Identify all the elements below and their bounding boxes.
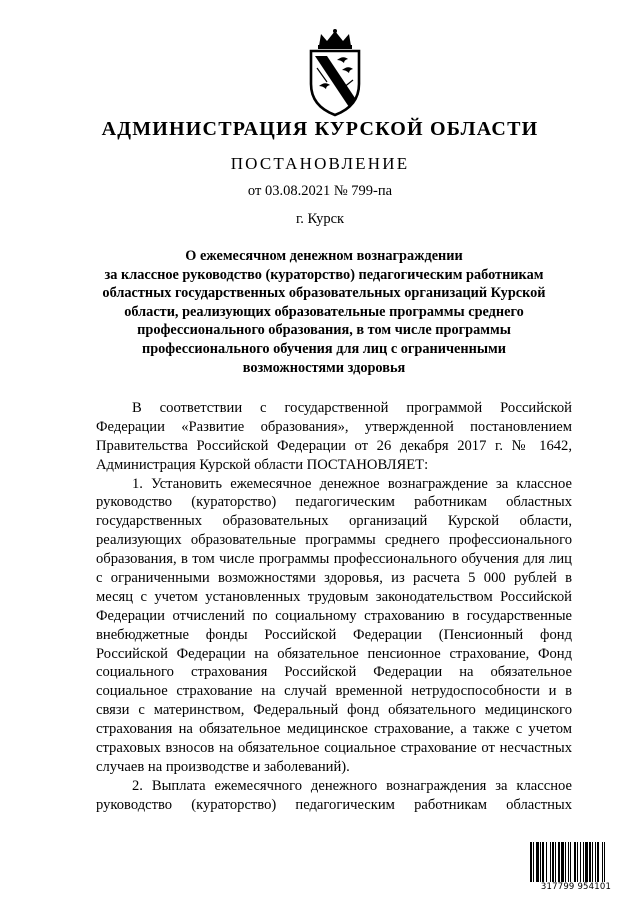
barcode <box>530 842 622 892</box>
barcode-bar <box>536 842 539 882</box>
title-line: за классное руководство (кураторство) педагогическим работникам <box>104 266 544 283</box>
barcode-bar <box>550 842 551 882</box>
barcode-bar <box>565 842 566 882</box>
title-line: О ежемесячном денежном вознаграждении <box>185 248 463 264</box>
body-line: Федерации «Развитие образования», утвержденной постановлением <box>96 418 572 435</box>
barcode-bar <box>577 842 578 882</box>
body-line: руководство (кураторство) педагогическим работникам областных <box>96 796 572 813</box>
barcode-bar <box>597 842 599 882</box>
document-type: ПОСТАНОВЛЕНИЕ <box>230 154 410 173</box>
barcode-bar <box>558 842 560 882</box>
title-line: области, реализующих образовательные программы среднего <box>124 303 524 320</box>
body-line: реализующих образовательные программы среднего профессионального <box>96 532 572 549</box>
barcode-bar <box>561 842 564 882</box>
body-line: Администрация Курской области ПОСТАНОВЛЯЕТ: <box>96 456 429 473</box>
document-date-number: от 03.08.2021 № 799-па <box>247 183 393 199</box>
barcode-bar <box>604 842 605 882</box>
body-line: руководство (кураторство) педагогическим работникам областных <box>96 494 572 511</box>
body-line: месяц с учетом установленных трудовым законодательством Российской <box>96 588 572 605</box>
document-title <box>96 247 552 377</box>
barcode-bar <box>533 842 534 882</box>
body-line: связи с материнством, Федеральный фонд обязательного медицинского <box>96 702 572 719</box>
document-city: г. Курск <box>295 211 345 227</box>
body-line: Федерации отчислений по социальному страхованию в государственные <box>96 607 572 624</box>
barcode-bar <box>530 842 532 882</box>
barcode-bar <box>583 842 584 882</box>
title-line: возможностями здоровья <box>242 359 406 376</box>
barcode-bar <box>589 842 591 882</box>
body-line: 2. Выплата ежемесячного денежного вознаграждения за классное <box>132 777 572 794</box>
title-line: областных государственных образовательных организаций Курской <box>102 285 546 302</box>
barcode-bar <box>574 842 576 882</box>
body-line: Правительства Российской Федерации от 26 декабря 2017 г. № 1642, <box>96 437 572 454</box>
body-line: страховых взносов на обязательное социальное страхование от несчастных <box>96 740 572 757</box>
barcode-bar <box>546 842 547 882</box>
barcode-bar <box>570 842 571 882</box>
title-line: профессионального образования, в том числе программы <box>137 322 511 339</box>
body-line: В соответствии с государственной программой Российской <box>132 400 572 416</box>
barcode-bar <box>585 842 588 882</box>
body-line: случаев на производстве и заболеваний). <box>96 758 350 775</box>
body-line: социальное страхование на случай временной нетрудоспособности и в <box>96 683 572 700</box>
barcode-bar <box>540 842 541 882</box>
body-line: внебюджетные фонды Российской Федерации (Пенсионный фонд <box>96 626 572 643</box>
body-line: Российской Федерации на обязательное пенсионное страхование, Фонд <box>96 645 572 662</box>
body-line: государственных образовательных организаций Курской области, <box>96 513 572 530</box>
barcode-bar <box>542 842 544 882</box>
barcode-number: 317799 954101 <box>540 882 612 892</box>
barcode-bar <box>555 842 556 882</box>
body-line: страхования на обязательное медицинское страхование, а также с учетом <box>96 721 572 738</box>
document-body <box>96 399 572 815</box>
barcode-bar <box>595 842 596 882</box>
barcode-bar <box>592 842 593 882</box>
body-line: 1. Установить ежемесячное денежное вознаграждение за классное <box>132 475 572 492</box>
barcode-bars <box>530 842 622 882</box>
body-line: с ограниченными возможностями здоровья, из расчета 5 000 рублей в <box>96 570 572 587</box>
barcode-bar <box>602 842 603 882</box>
body-line: социального страхования Российской Федерации на обязательное <box>96 664 572 681</box>
barcode-bar <box>568 842 569 882</box>
title-line: профессионального обучения для лиц с ограниченными <box>141 340 507 357</box>
organization-name: АДМИНИСТРАЦИЯ КУРСКОЙ ОБЛАСТИ <box>101 118 539 140</box>
coat-of-arms-emblem <box>297 28 373 118</box>
body-line: образования, в том числе программы профессионального обучения для лиц <box>96 551 572 568</box>
barcode-bar <box>580 842 581 882</box>
barcode-bar <box>552 842 554 882</box>
